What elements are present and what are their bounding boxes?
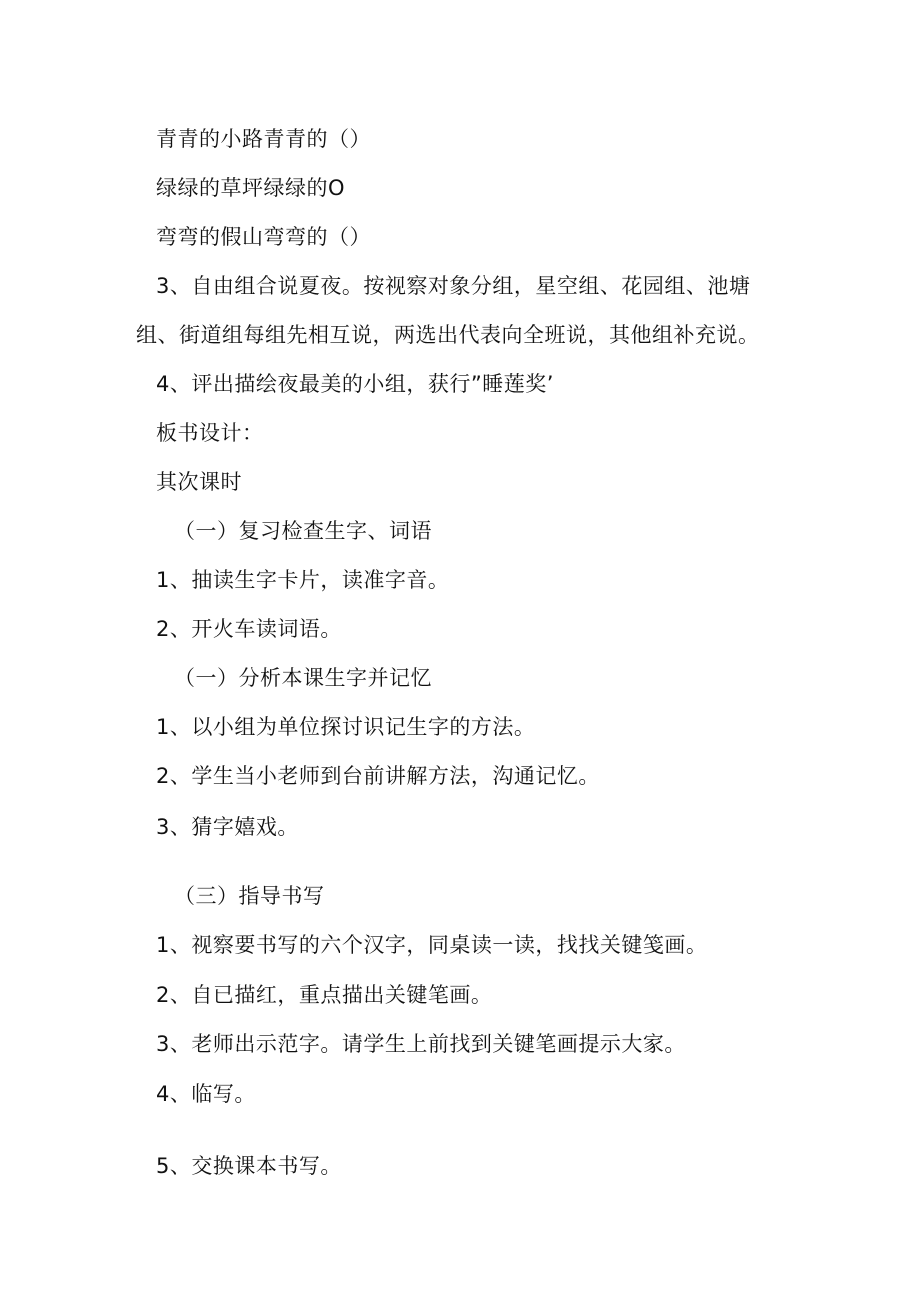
text-line: 4、临写。 <box>156 1082 256 1106</box>
text-line: 3、老师出示范字。请学生上前找到关键笔画提示大家。 <box>156 1032 686 1056</box>
text-line: 其次课时 <box>156 470 242 494</box>
text-line: 1、以小组为单位探讨识记生字的方法。 <box>156 715 536 739</box>
text-line: 2、自已描红，重点描出关键笔画。 <box>156 983 493 1007</box>
section-heading: （一）复习检查生字、词语 <box>174 519 432 543</box>
text-line: 绿绿的草坪绿绿的O <box>156 176 346 200</box>
text-line: 弯弯的假山弯弯的（） <box>156 225 371 249</box>
text-line: 板书设计： <box>156 421 264 445</box>
section-heading: （三）指导书写 <box>174 884 325 908</box>
text-line: 5、交换课本书写。 <box>156 1154 342 1178</box>
section-heading: （一）分析本课生字并记忆 <box>174 666 432 690</box>
text-line: 3、自由组合说夏夜。按视察对象分组，星空组、花园组、池塘 <box>156 274 751 298</box>
text-line: 组、街道组每组先相互说，两选出代表向全班说，其他组补充说。 <box>136 323 760 347</box>
text-line: 4、评出描绘夜最美的小组，获行”睡莲奖’ <box>156 372 554 396</box>
text-line: 2、开火车读词语。 <box>156 617 342 641</box>
text-line: 2、学生当小老师到台前讲解方法，沟通记忆。 <box>156 764 600 788</box>
text-line: 青青的小路青青的（） <box>156 127 371 151</box>
text-line: 1、抽读生字卡片，读准字音。 <box>156 568 450 592</box>
text-line: 3、猜字嬉戏。 <box>156 815 299 839</box>
text-line: 1、视察要书写的六个汉字，同桌读一读，找找关键笺画。 <box>156 933 708 957</box>
